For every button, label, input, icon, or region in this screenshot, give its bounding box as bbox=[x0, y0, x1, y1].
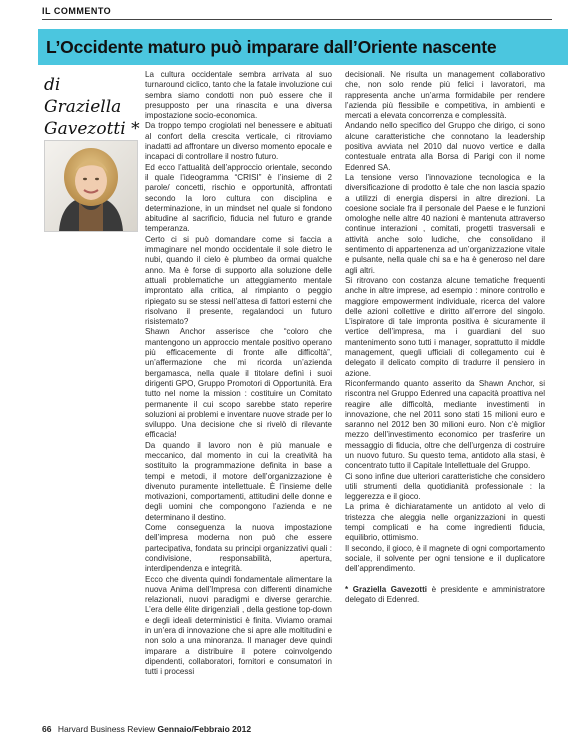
paragraph: Ecco che diventa quindi fondamentale alimentare la nuova Anima dell’Impresa con differenti dinamiche relazionali, nuovi paradigmi e diverse gerarchie. L’era delle élite dirigenziali , della gestione top-down e degli ideali deterministici è finita. Viviamo oramai in un’era di innovazione che si apre alle moltitudini e non solo a una minoranza. Il manager deve quindi imparare a distribuire il potere coinvolgendo dipendenti, collaboratori, fornitori e consumatori in tutti i processi bbox=[145, 574, 332, 677]
author-photo bbox=[44, 140, 138, 232]
footnote-author-name: * Graziella Gavezotti bbox=[345, 584, 428, 594]
author-byline-line1: di Graziella bbox=[44, 75, 122, 117]
article-column-2 bbox=[345, 70, 545, 605]
paragraph: La cultura occidentale sembra arrivata al suo turnaround ciclico, tanto che la fatale involuzione cui sembra siamo condotti non può essere che il presupposto per una rinascita e una diversa impostazione socio-economica. bbox=[145, 70, 332, 121]
paragraph: decisionali. Ne risulta un management collaborativo che, non solo rende più felici i lavoratori, ma rappresenta anche un’arma formidabile per rendere l’azienda più flessibile e competitiva, in ambienti e mercati a elevata concorrenza e complessità. bbox=[345, 70, 545, 121]
title-band bbox=[38, 29, 568, 65]
paragraph: Ci sono infine due ulteriori caratteristiche che considero utili strumenti della quotidianità professionale : la leggerezza e il gioco. bbox=[345, 471, 545, 502]
footnote-text: è presidente e amministratore delegato di Edenred. bbox=[345, 584, 545, 604]
author-footnote bbox=[345, 585, 545, 606]
paragraph: Come conseguenza la nuova impostazione dell’impresa moderna non può che essere partecipativa, fondata su principi organizzativi quali : condivisione, responsabilità, apertura, interdipendenza e integrità. bbox=[145, 523, 332, 574]
article-column-1 bbox=[145, 70, 332, 678]
page-number: 66 bbox=[42, 724, 52, 734]
paragraph: Da quando il lavoro non è più manuale e meccanico, dal momento in cui la creatività ha sostituito la programmazione definita in base a tempi e metodi, il motore dell’organizzazione è divenuto puramente intellettuale. È l’insieme delle motivazioni, comportamenti, attitudini delle donne e degli uomini che compongono l’azienda e ne determinano il destino. bbox=[145, 440, 332, 522]
page-footer bbox=[42, 724, 251, 734]
section-label: IL COMMENTO bbox=[42, 6, 112, 16]
paragraph: Da troppo tempo crogiolati nel benessere e abituati al confort della crescita verticale, ci ritroviamo inadatti ad affrontare un diverso momento epocale e incapaci di controllare il nostro futuro. bbox=[145, 121, 332, 162]
paragraph: Riconfermando quanto asserito da Shawn Anchor, si riscontra nel Gruppo Edenred una capacità proattiva nel reagire alle difficoltà, mediante investimenti in innovazione, che nel 2011 sono stati 15 milioni euro e saranno nel 2012 ben 30 milioni euro. Non c’è miglior mezzo dell’investimento economico per trasferire un messaggio di fiducia, oltre che dell’urgenza di costruire un nuovo futuro. Su questo tema, antidoto alla stasi, è concentrato tutto il Capitale Intellettuale del Gruppo. bbox=[345, 378, 545, 471]
paragraph: Shawn Anchor asserisce che “coloro che mantengono un approccio mentale positivo operano più efficacemente di fronte alle difficoltà”, un’affermazione che mi ricorda un’azienda bergamasca, nella quale il titolare definì i suoi dirigenti GPO, Gruppo Promotori di Opportunità. Era tutto nel nome la mission : costituire un Comitato permanente il cui scopo sarebbe stato reperire soluzioni ai problemi e inventare nuove strade per lo sviluppo. Una decisione che si rivelò di rilevante efficacia! bbox=[145, 327, 332, 440]
issue-date: Gennaio/Febbraio 2012 bbox=[157, 724, 252, 734]
paragraph: Si ritrovano con costanza alcune tematiche frequenti anche in altre imprese, ad esempio : minore controllo e maggiore empowerment individuale, ricerca del valore delle azioni collettive e diritto all’errore del singolo. L’ispiratore di tale impronta positiva è sicuramente il vertice dell’impresa, ma i guardiani del suo mantenimento sono tutti i manager, soprattutto il middle management, quegli ufficiali di collegamento cui è delegato il delicato compito di tradurre il pensiero in azione. bbox=[345, 275, 545, 378]
paragraph: La tensione verso l’innovazione tecnologica e la diversificazione di prodotto è tale che non lascia spazio a utilizzi di energia dispersi in altre direzioni. La coesione sociale fra il personale del Paese e le funzioni omologhe nelle altre 40 nazioni è mantenuta attraverso continue interazioni , comitati, progetti trasversali e attività anche solo ludiche, che consolidano il sentimento di appartenenza ad un’organizzazione vitale e pulsante, nella quale chi sa e ha è generoso nel dare agli altri. bbox=[345, 172, 545, 275]
paragraph: Ed ecco l’attualità dell’approccio orientale, secondo il quale l’ideogramma “CRISI” è l’insieme di 2 parole/ concetti, rischio e opportunità, affrontati secondo la loro cultura con disciplina e determinazione, in un mindset nel quale si fondono abitudine al sacrificio, fiducia nel futuro e grande temperanza. bbox=[145, 162, 332, 234]
author-byline bbox=[44, 74, 140, 140]
author-byline-line2: Gavezotti * bbox=[44, 119, 140, 139]
publication-name: Harvard Business Review bbox=[57, 724, 156, 734]
paragraph: La prima è dichiaratamente un antidoto al velo di tristezza che aleggia nelle organizzazioni in questi tempi complicati e ha come ingredienti fiducia, equilibrio, ottimismo. bbox=[345, 502, 545, 543]
paragraph: Il secondo, il gioco, è il magnete di ogni comportamento sociale, il solvente per ogni tensione e il duplicatore dell’apprendimento. bbox=[345, 543, 545, 574]
article-title: L’Occidente maturo può imparare dall’Oriente nascente bbox=[46, 37, 497, 57]
top-divider bbox=[42, 19, 552, 20]
paragraph: Andando nello specifico del Gruppo che dirigo, ci sono alcune caratteristiche che connotano la leadership positiva avviata nel 2010 dal nuovo vertice e dalla contestuale entrata alla Borsa di Parigi con il nome Edenred SA. bbox=[345, 121, 545, 172]
paragraph: Certo ci si può domandare come si faccia a immaginare nel mondo occidentale il sole dietro le nubi, quando il cielo è plumbeo da ormai qualche anno. Ma è forse di supporto alla soluzione delle attuali problematiche un atteggiamento mentale improntato alla critica, al rimpianto o peggio ripiegato su se stessi nell’attesa di fattori esterni che risolvano il presente, regalandoci un futuro risistemato? bbox=[145, 234, 332, 327]
